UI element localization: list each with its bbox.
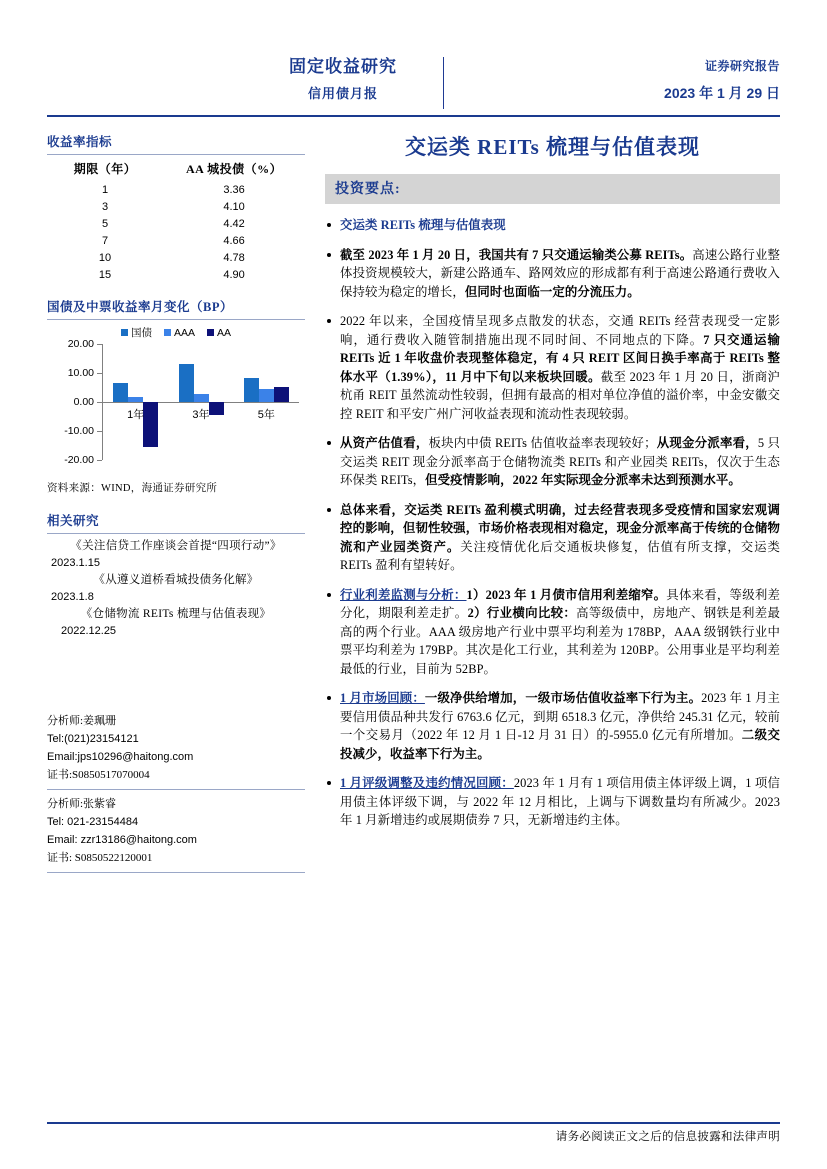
table-row xyxy=(47,232,305,249)
yield-table-header-row xyxy=(47,158,305,181)
page-header xyxy=(47,55,780,113)
chart-section-rule xyxy=(47,319,305,320)
investment-highlights-label: 投资要点: xyxy=(335,182,401,197)
analyst-email[interactable]: Email: zzr13186@haitong.com xyxy=(47,834,197,846)
yield-value-cell: 3.36 xyxy=(223,183,245,196)
legend-item xyxy=(164,326,195,340)
yield-section-rule xyxy=(47,154,305,155)
yield-value-cell: 4.66 xyxy=(223,234,245,247)
y-axis-tick-mark xyxy=(97,460,102,461)
chart-bar xyxy=(274,387,289,402)
related-section-rule xyxy=(47,533,305,534)
point-market-review: 1 月市场回顾：一级净供给增加，一级市场估值收益率下行为主。2023 年 1 月主要信用债品种共发行 6763.6 亿元，到期 6518.3 亿元，净供给 245.31 亿元，较前一个交易月（2022 年 12 月 1 日-12 月 31 日）的-5955.0 亿元有所增加。二级交投减少，收益率下行为主。 xyxy=(325,689,780,763)
analyst-tel: Tel:(021)23154121 xyxy=(47,733,139,745)
x-axis-tick-label: 5年 xyxy=(257,409,275,421)
analyst-divider xyxy=(47,789,305,790)
analyst-divider-bottom xyxy=(47,872,305,873)
point-topic: 交运类 REITs 梳理与估值表现 xyxy=(325,216,780,235)
legend-item xyxy=(121,326,152,340)
header-date: 2023 年 1 月 29 日 xyxy=(664,85,780,101)
analyst-name: 分析师:张紫睿 xyxy=(47,798,117,810)
y-axis-tick-mark xyxy=(97,402,102,403)
related-research-title[interactable]: 《仓储物流 REITs 梳理与估值表现》 xyxy=(80,608,272,620)
chart-bar-group xyxy=(179,344,224,460)
analyst-certificate: 证书:S0850517070004 xyxy=(47,769,150,781)
chart-bar xyxy=(244,378,259,402)
point-spread: 行业利差监测与分析：1）2023 年 1 月债市信用利差缩窄。具体来看，等级利差分化，期限利差走扩。2）行业横向比较：高等级债中，房地产、钢铁是利差最高的两个行业。AAA 级房地产行业中票平均利差为 178BP，AAA 级钢铁行业中票平均利差为 179BP。其次是化工行业，其利差为 120BP。公用事业是平均利差最低的行业，目前为 52BP。 xyxy=(325,586,780,679)
header-report-kind: 证券研究报告 xyxy=(704,59,780,73)
point-pandemic: 2022 年以来，全国疫情呈现多点散发的状态，交通 REITs 经营表现受一定影响，通行费收入随管制措施出现不同时间、不同地点的下降。7 只交通运输 REITs 近 1 年收盘价表现整体稳定，有 4 只 REIT 区间日换手率高于 REITs 整体水平（1.39%），11 月中下旬以来板块回暖。截至 2023 年 1 月 20 日，浙商沪杭甬 REIT 虽然流动性较弱，但拥有最高的相对单位净值的溢价率，中金安徽交控 REIT 和平安广州广河收益表现和流动性表现较弱。 xyxy=(325,312,780,423)
analyst-name: 分析师:姜珮珊 xyxy=(47,715,117,727)
yield-section-title: 收益率指标 xyxy=(47,135,113,149)
footer-disclaimer: 请务必阅读正文之后的信息披露和法律声明 xyxy=(555,1131,780,1143)
legend-label: AAA xyxy=(173,327,195,339)
main-content xyxy=(325,132,780,841)
investment-highlights-bar xyxy=(325,174,780,204)
header-series-block xyxy=(249,55,437,105)
yield-value-cell: 4.10 xyxy=(223,200,245,213)
chart-bar-group xyxy=(244,344,289,460)
related-research-section xyxy=(47,511,305,640)
header-series-title: 固定收益研究 xyxy=(289,57,397,76)
chart-bar xyxy=(259,389,274,402)
legend-swatch-icon xyxy=(207,329,214,336)
related-research-list xyxy=(47,538,305,640)
chart-bar-group xyxy=(113,344,158,460)
y-axis-tick-label: -10.00 xyxy=(64,425,94,437)
related-research-title[interactable]: 《从遵义道桥看城投债务化解》 xyxy=(93,574,259,586)
yield-table-col-term: 期限（年） xyxy=(73,162,137,176)
related-research-title[interactable]: 《关注信贷工作座谈会首提“四项行动”》 xyxy=(70,540,282,552)
point-overview: 截至 2023 年 1 月 20 日，我国共有 7 只交通运输类公募 REITs。高速公路行业整体投资规模较大，新建公路通车、路网效应的形成都有利于高速公路通行费收入保持较为稳定的增长，但同时也面临一定的分流压力。 xyxy=(325,246,780,302)
y-axis-tick-mark xyxy=(97,431,102,432)
chart-section-title: 国债及中票收益率月变化（BP） xyxy=(47,300,233,314)
related-research-date: 2023.1.8 xyxy=(51,591,94,603)
analyst-contacts xyxy=(47,712,305,878)
table-row xyxy=(47,249,305,266)
legend-label: AA xyxy=(217,327,232,339)
header-meta-block xyxy=(477,55,780,105)
yield-term-cell: 3 xyxy=(101,200,109,213)
header-series-subtitle: 信用债月报 xyxy=(307,86,378,101)
y-axis-tick-label: -20.00 xyxy=(64,454,94,466)
legend-swatch-icon xyxy=(121,329,128,336)
chart-plot xyxy=(47,338,305,466)
yield-term-cell: 10 xyxy=(98,251,112,264)
legend-label: 国债 xyxy=(130,327,152,339)
point-rating-review: 1 月评级调整及违约情况回顾：2023 年 1 月有 1 项信用债主体评级上调，1 项信用债主体评级下调，与 2022 年 12 月相比，上调与下调数量均有所减少。2023 年 1 月新增违约或展期债券 7 只，无新增违约主体。 xyxy=(325,774,780,830)
x-axis-tick-label: 3年 xyxy=(192,409,210,421)
chart-source-note: 资料来源：WIND，海通证券研究所 xyxy=(47,483,218,494)
chart-bar xyxy=(128,397,143,402)
yield-value-cell: 4.78 xyxy=(223,251,245,264)
y-axis-tick-mark xyxy=(97,344,102,345)
y-axis-tick-label: 20.00 xyxy=(67,338,94,350)
yield-term-cell: 7 xyxy=(101,234,109,247)
analyst-entry xyxy=(47,712,305,784)
related-section-title: 相关研究 xyxy=(47,514,100,528)
point-valuation: 从资产估值看，板块内中债 REITs 估值收益率表现较好；从现金分派率看，5 只交运类 REIT 现金分派率高于仓储物流类 REITs 和产业园类 REITs，仅次于生态环保类 REITs，但受疫情影响，2022 年实际现金分派率未达到预测水平。 xyxy=(325,434,780,490)
yield-value-cell: 4.42 xyxy=(223,217,245,230)
chart-bar xyxy=(179,364,194,402)
yield-indicator-section xyxy=(47,132,305,283)
yield-term-cell: 15 xyxy=(98,268,112,281)
chart-y-axis-labels xyxy=(47,338,99,466)
analyst-tel: Tel: 021-23154484 xyxy=(47,816,139,828)
investment-points-list xyxy=(325,216,780,830)
footer-divider-rule xyxy=(47,1122,780,1124)
table-row xyxy=(47,181,305,198)
legend-item xyxy=(207,326,231,340)
chart-plot-area xyxy=(103,344,299,460)
yield-term-cell: 5 xyxy=(101,217,109,230)
y-axis-tick-label: 0.00 xyxy=(73,396,94,408)
sidebar xyxy=(47,132,305,640)
table-row xyxy=(47,198,305,215)
analyst-entry xyxy=(47,795,305,867)
yield-table xyxy=(47,158,305,283)
x-axis-tick-label: 1年 xyxy=(127,409,145,421)
y-axis-tick-label: 10.00 xyxy=(67,367,94,379)
chart-bar xyxy=(113,383,128,402)
page-title: 交运类 REITs 梳理与估值表现 xyxy=(404,135,701,159)
chart-bar xyxy=(194,394,209,402)
yield-change-chart-section xyxy=(47,297,305,495)
y-axis-tick-mark xyxy=(97,373,102,374)
table-row xyxy=(47,215,305,232)
analyst-certificate: 证书: S0850522120001 xyxy=(47,852,153,864)
yield-value-cell: 4.90 xyxy=(223,268,245,281)
legend-swatch-icon xyxy=(164,329,171,336)
yield-table-col-value: AA 城投债（%） xyxy=(185,162,283,176)
header-vertical-divider xyxy=(443,57,444,109)
yield-term-cell: 1 xyxy=(101,183,109,196)
point-summary: 总体来看，交运类 REITs 盈利模式明确，过去经营表现多受疫情和国家宏观调控的影响，但韧性较强，市场价格表现相对稳定，现金分派率高于传统的仓储物流和产业园类资产。关注疫情优化后交通板块修复，估值有所支撑，交运类 REITs 盈利有望转好。 xyxy=(325,501,780,575)
analyst-email[interactable]: Email:jps10296@haitong.com xyxy=(47,751,194,763)
bar-chart xyxy=(47,326,305,478)
related-research-date: 2023.1.15 xyxy=(51,557,100,569)
header-divider-rule xyxy=(47,115,780,117)
table-row xyxy=(47,266,305,283)
related-research-date: 2022.12.25 xyxy=(61,625,117,637)
